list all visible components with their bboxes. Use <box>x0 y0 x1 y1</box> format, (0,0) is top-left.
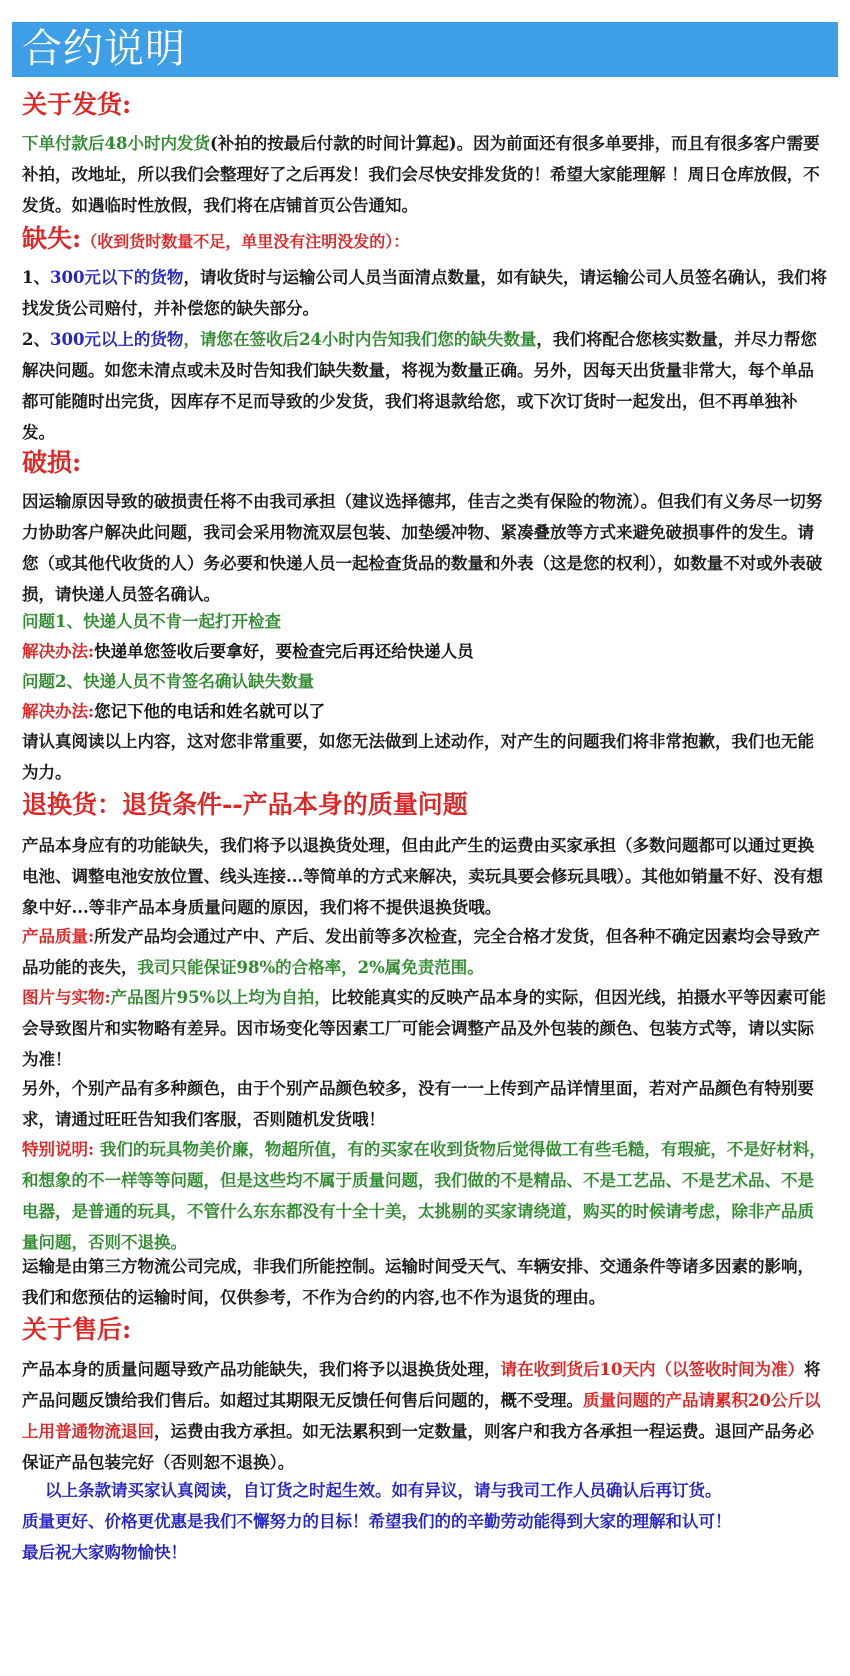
aftersale-text: 将产品问题反馈给我们售后。如超过其期限无反馈任何售后问题的，概不受理。 <box>22 1360 821 1410</box>
final-note-1: 以上条款请买家认真阅读，自订货之时起生效。如有异议，请与我司工作人员确认后再订货。 <box>22 1481 722 1500</box>
solution-text: 快递单您签收后要拿好，要检查完后再还给快递人员 <box>94 642 474 661</box>
damage-solution-2 <box>22 696 325 727</box>
title-banner <box>12 22 838 77</box>
shipping-paragraph <box>22 128 830 221</box>
returns-heading: 退换货：退货条件--产品本身的质量问题 <box>22 790 468 819</box>
photo-label: 图片与实物: <box>22 988 111 1007</box>
damage-question-2: 问题2、快递人员不肯签名确认缺失数量 <box>22 672 314 691</box>
page-title: 合约说明 <box>22 26 186 72</box>
quality-text: 所发产品均会通过产中、产后、发出前等多次检查，完全合格才发货，但各种不确定因素均会导致产品功能的丧失， <box>22 927 821 977</box>
special-label: 特别说明: <box>22 1140 95 1159</box>
aftersale-paragraph <box>22 1354 830 1478</box>
item-text: ，我们将配合您核实数量，并尽力帮您解决问题。如您未清点或未及时告知我们缺失数量，将视为数量正确。另外，因每天出货量非常大，每个单品都可能随时出完货，因库存不足而导致的少发货，我们将退款给您，或下次订货时一起发出，但不再单独补发。 <box>22 330 817 442</box>
shipping-heading: 关于发货: <box>22 90 132 119</box>
returns-paragraph: 产品本身应有的功能缺失，我们将予以退换货处理，但由此产生的运费由买家承担（多数问题都可以通过更换电池、调整电池安放位置、线头连接...等简单的方式来解决，卖玩具要会修玩具哦）。其他如销量不好、没有想象中好...等非产品本身质量问题的原因，我们将不提供退换货哦。 <box>22 836 823 917</box>
solution-text: 您记下他的电话和姓名就可以了 <box>94 702 326 721</box>
missing-item-2 <box>22 324 830 448</box>
item-number: 1、 <box>22 268 50 287</box>
damage-paragraph: 因运输原因导致的破损责任将不由我司承担（建议选择德邦，佳吉之类有保险的物流）。但我们有义务尽一切努力协助客户解决此问题，我司会采用物流双层包装、加垫缓冲物、紧凑叠放等方式来避免破损事件的发生。请您（或其他代收货的人）务必要和快递人员一起检查货品的数量和外表（这是您的权利），如数量不对或外表破损，请快递人员签名确认。 <box>22 492 823 604</box>
shipping-highlight: 下单付款后48小时内发货 <box>22 134 210 153</box>
returns-quality <box>22 921 830 983</box>
damage-solution-1 <box>22 636 474 667</box>
missing-heading <box>22 222 409 259</box>
item-number: 2、 <box>22 330 50 349</box>
damage-heading: 破损: <box>22 448 82 477</box>
aftersale-text: 产品本身的质量问题导致产品功能缺失，我们将予以退换货处理， <box>22 1360 501 1379</box>
missing-note: （收到货时数量不足，单里没有注明没发的）： <box>81 232 410 251</box>
aftersale-return-rule: 质量问题的产品请累积20公斤以上用普通物流退回 <box>22 1391 821 1441</box>
returns-photo <box>22 982 830 1075</box>
aftersale-heading: 关于售后: <box>22 1315 132 1344</box>
shipping-text: (补拍的按最后付款的时间计算起)。因为前面还有很多单要排，而且有很多客户需要补拍，改地址，所以我们会整理好了之后再发！我们会尽快安排发货的！希望大家能理解 ！周日仓库放假，不发货。如遇临时性放假，我们将在店铺首页公告通知。 <box>22 134 820 215</box>
photo-text: 比较能真实的反映产品本身的实际，但因光线，拍摄水平等因素可能会导致图片和实物略有差异。因市场变化等因素工厂可能会调整产品及外包装的颜色、包装方式等，请以实际为准！ <box>22 988 826 1069</box>
damage-question-1: 问题1、快递人员不肯一起打开检查 <box>22 612 281 631</box>
solution-label: 解决办法: <box>22 642 95 661</box>
item-text: ，请收货时与运输公司人员当面清点数量，如有缺失，请运输公司人员签名确认，我们将找发货公司赔付，并补偿您的缺失部分。 <box>22 268 827 318</box>
damage-closing: 请认真阅读以上内容，这对您非常重要，如您无法做到上述动作，对产生的问题我们将非常抱歉，我们也无能为力。 <box>22 732 814 782</box>
item-highlight: ，请您在签收后24小时内告知我们您的缺失数量 <box>183 330 537 349</box>
quality-label: 产品质量: <box>22 927 95 946</box>
aftersale-deadline: 请在收到货后10天内（以签收时间为准） <box>500 1360 804 1379</box>
photo-highlight: 产品图片95%以上均为自拍， <box>110 988 331 1007</box>
solution-label: 解决办法: <box>22 702 95 721</box>
final-note-3: 最后祝大家购物愉快！ <box>22 1543 187 1562</box>
final-note-2: 质量更好、价格更优惠是我们不懈努力的目标！希望我们的的辛勤劳动能得到大家的理解和认可！ <box>22 1512 732 1531</box>
special-text: 我们的玩具物美价廉，物超所值，有的买家在收到货物后觉得做工有些毛糙，有瑕疵，不是好材料，和想象的不一样等等问题，但是这些均不属于质量问题，我们做的不是精品、不是工艺品、不是艺术品、不是电器，是普通的玩具，不管什么东东都没有十全十美，太挑剔的买家请绕道，购买的时候请考虑，除非产品质量问题，否则不退换。 <box>22 1140 826 1252</box>
item-condition: 300元以下的货物 <box>49 268 184 287</box>
aftersale-text: ，运费由我方承担。如无法累积到一定数量，则客户和我方各承担一程运费。退回产品务必保证产品包装完好（否则恕不退换）。 <box>22 1422 814 1472</box>
quality-highlight: 我司只能保证98%的合格率，2%属免责范围。 <box>137 958 484 977</box>
returns-color: 另外，个别产品有多种颜色，由于个别产品颜色较多，没有一一上传到产品详情里面，若对产品颜色有特别要求，请通过旺旺告知我们客服，否则随机发货哦！ <box>22 1079 814 1129</box>
returns-special <box>22 1134 830 1258</box>
missing-heading-text: 缺失: <box>22 224 82 253</box>
returns-transport: 运输是由第三方物流公司完成，非我们所能控制。运输时间受天气、车辆安排、交通条件等诸多因素的影响，我们和您预估的运输时间，仅供参考，不作为合约的内容,也不作为退货的理由。 <box>22 1257 814 1307</box>
item-condition: 300元以上的货物 <box>49 330 184 349</box>
missing-item-1 <box>22 262 830 324</box>
